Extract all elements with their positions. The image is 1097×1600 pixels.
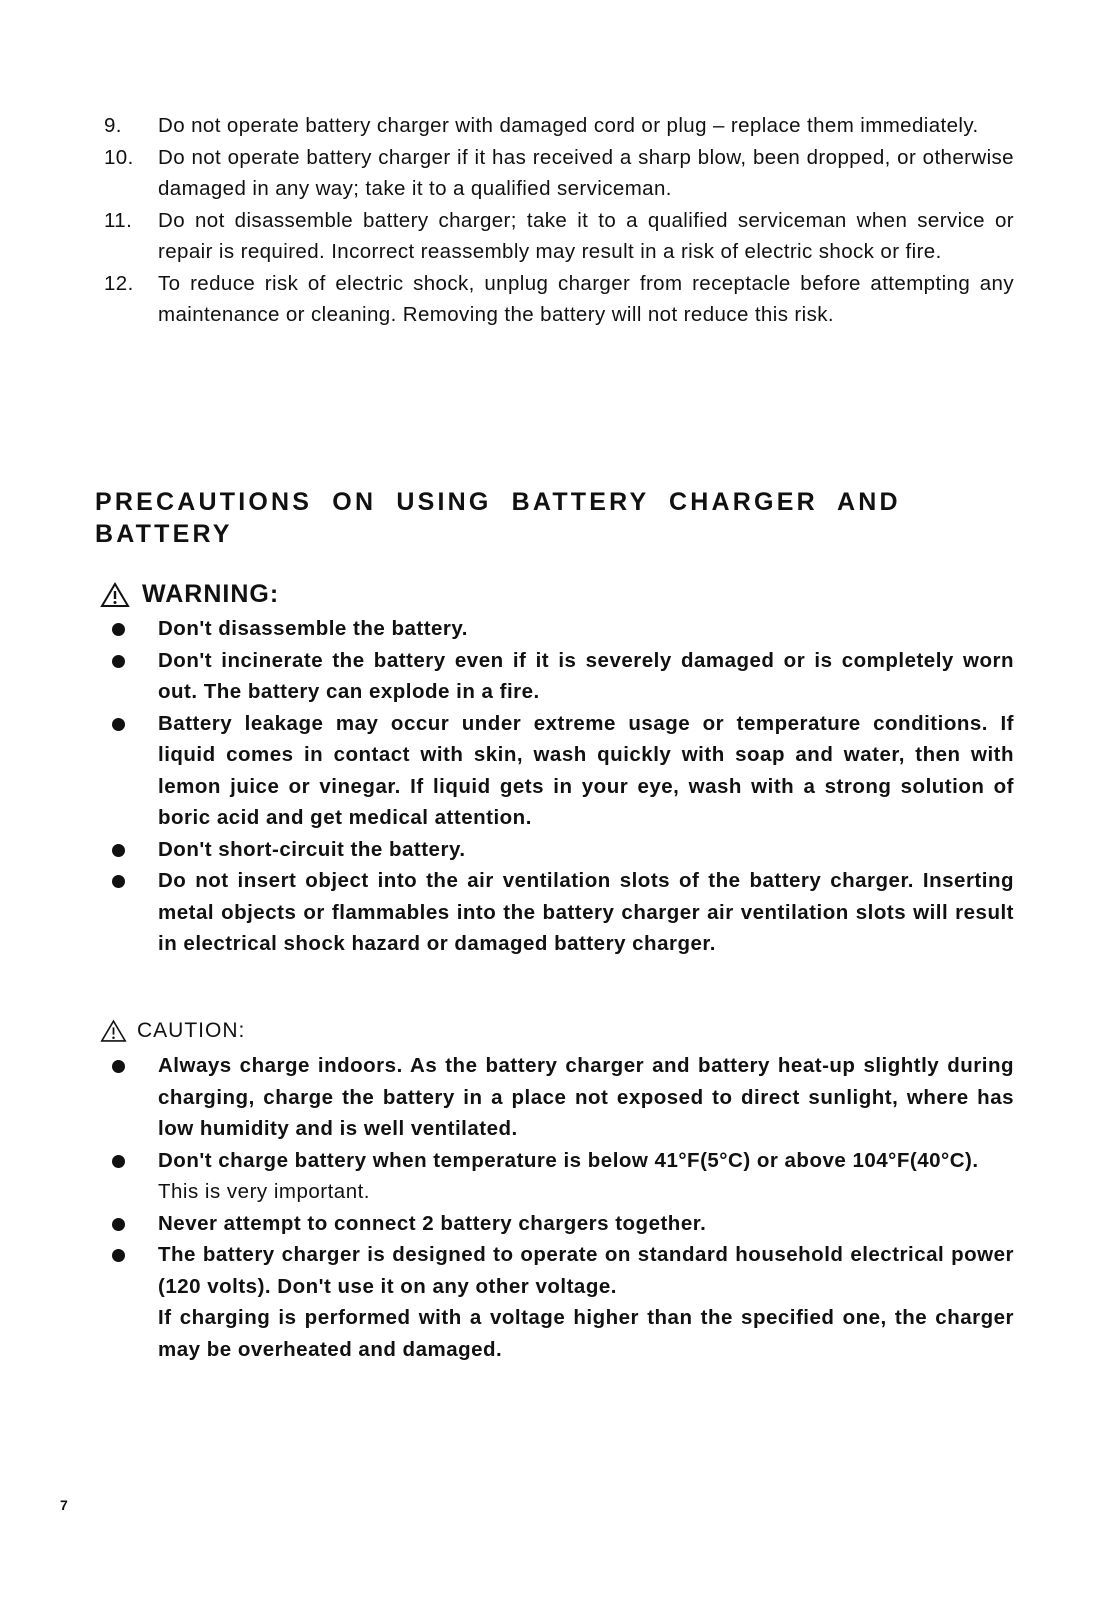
- bullet-icon: [112, 655, 125, 668]
- warning-list: [104, 613, 1014, 960]
- bullet-icon: [112, 718, 125, 731]
- item-text: Don't short-circuit the battery.: [158, 837, 466, 861]
- warning-triangle-icon: [100, 1019, 127, 1043]
- numbered-safety-list: [104, 110, 1014, 331]
- item-text: Never attempt to connect 2 battery chargers together.: [158, 1211, 707, 1235]
- caution-list: [104, 1050, 1014, 1365]
- list-item: [104, 834, 1014, 866]
- warning-heading: [100, 580, 279, 609]
- item-text: To reduce risk of electric shock, unplug charger from receptacle before attempting any maintenance or cleaning. Removing the battery will not reduce this risk.: [158, 271, 1014, 326]
- item-text: Always charge indoors. As the battery charger and battery heat-up slightly during charging, charge the battery in a place not exposed to direct sunlight, where has low humidity and is well ventilated.: [158, 1054, 1014, 1140]
- item-number: 10.: [104, 145, 134, 169]
- list-item: [104, 110, 1014, 142]
- section-title: PRECAUTIONS ON USING BATTERY CHARGER AND BATTERY: [95, 488, 901, 548]
- list-item: [104, 1050, 1014, 1145]
- bullet-icon: [112, 1155, 125, 1168]
- list-item: [104, 142, 1014, 205]
- bullet-icon: [112, 844, 125, 857]
- item-text: Don't charge battery when temperature is below 41°F(5°C) or above 104°F(40°C).: [158, 1148, 979, 1172]
- bullet-icon: [112, 1249, 125, 1262]
- bullet-icon: [112, 623, 125, 636]
- list-item: [104, 708, 1014, 834]
- warning-triangle-icon: [100, 582, 130, 608]
- item-note: If charging is performed with a voltage higher than the specified one, the charger may be overheated and damaged.: [158, 1306, 1014, 1361]
- list-item: [104, 865, 1014, 960]
- item-text: Battery leakage may occur under extreme usage or temperature conditions. If liquid comes in contact with skin, wash quickly with soap and water, then with lemon juice or vinegar. If liquid gets in your eye, wash with a strong solution of boric acid and get medical attention.: [158, 711, 1014, 829]
- bullet-icon: [112, 1060, 125, 1073]
- item-number: 11.: [104, 208, 133, 232]
- item-note: This is very important.: [158, 1180, 370, 1203]
- list-item: [104, 1208, 1014, 1240]
- list-item: [104, 645, 1014, 708]
- list-item: [104, 1239, 1014, 1302]
- caution-label: CAUTION:: [137, 1019, 246, 1042]
- list-item: [104, 268, 1014, 331]
- item-text: Do not insert object into the air ventilation slots of the battery charger. Inserting metal objects or flammables into the battery charger air ventilation slots will result in electrical shock hazard or damaged battery charger.: [158, 869, 1014, 955]
- bullet-icon: [112, 1218, 125, 1231]
- item-number: 9.: [104, 114, 122, 137]
- item-text: Do not disassemble battery charger; take it to a qualified serviceman when service or repair is required. Incorrect reassembly may result in a risk of electric shock or fire.: [158, 208, 1014, 263]
- bullet-icon: [112, 875, 125, 888]
- item-text: Do not operate battery charger if it has received a sharp blow, been dropped, or otherwise damaged in any way; take it to a qualified serviceman.: [158, 145, 1014, 200]
- list-item: [104, 205, 1014, 268]
- item-text: Don't disassemble the battery.: [158, 617, 468, 640]
- item-text: The battery charger is designed to operate on standard household electrical power (120 volts). Don't use it on any other voltage.: [158, 1243, 1014, 1298]
- page-number: 7: [60, 1497, 68, 1513]
- item-text: Do not operate battery charger with damaged cord or plug – replace them immediately.: [158, 114, 979, 137]
- list-item: [104, 613, 1014, 645]
- item-number: 12.: [104, 271, 134, 295]
- item-text: Don't incinerate the battery even if it is severely damaged or is completely worn out. The battery can explode in a fire.: [158, 648, 1014, 703]
- list-item: [104, 1145, 1014, 1177]
- caution-heading: [100, 1019, 245, 1043]
- warning-label: WARNING:: [142, 580, 280, 608]
